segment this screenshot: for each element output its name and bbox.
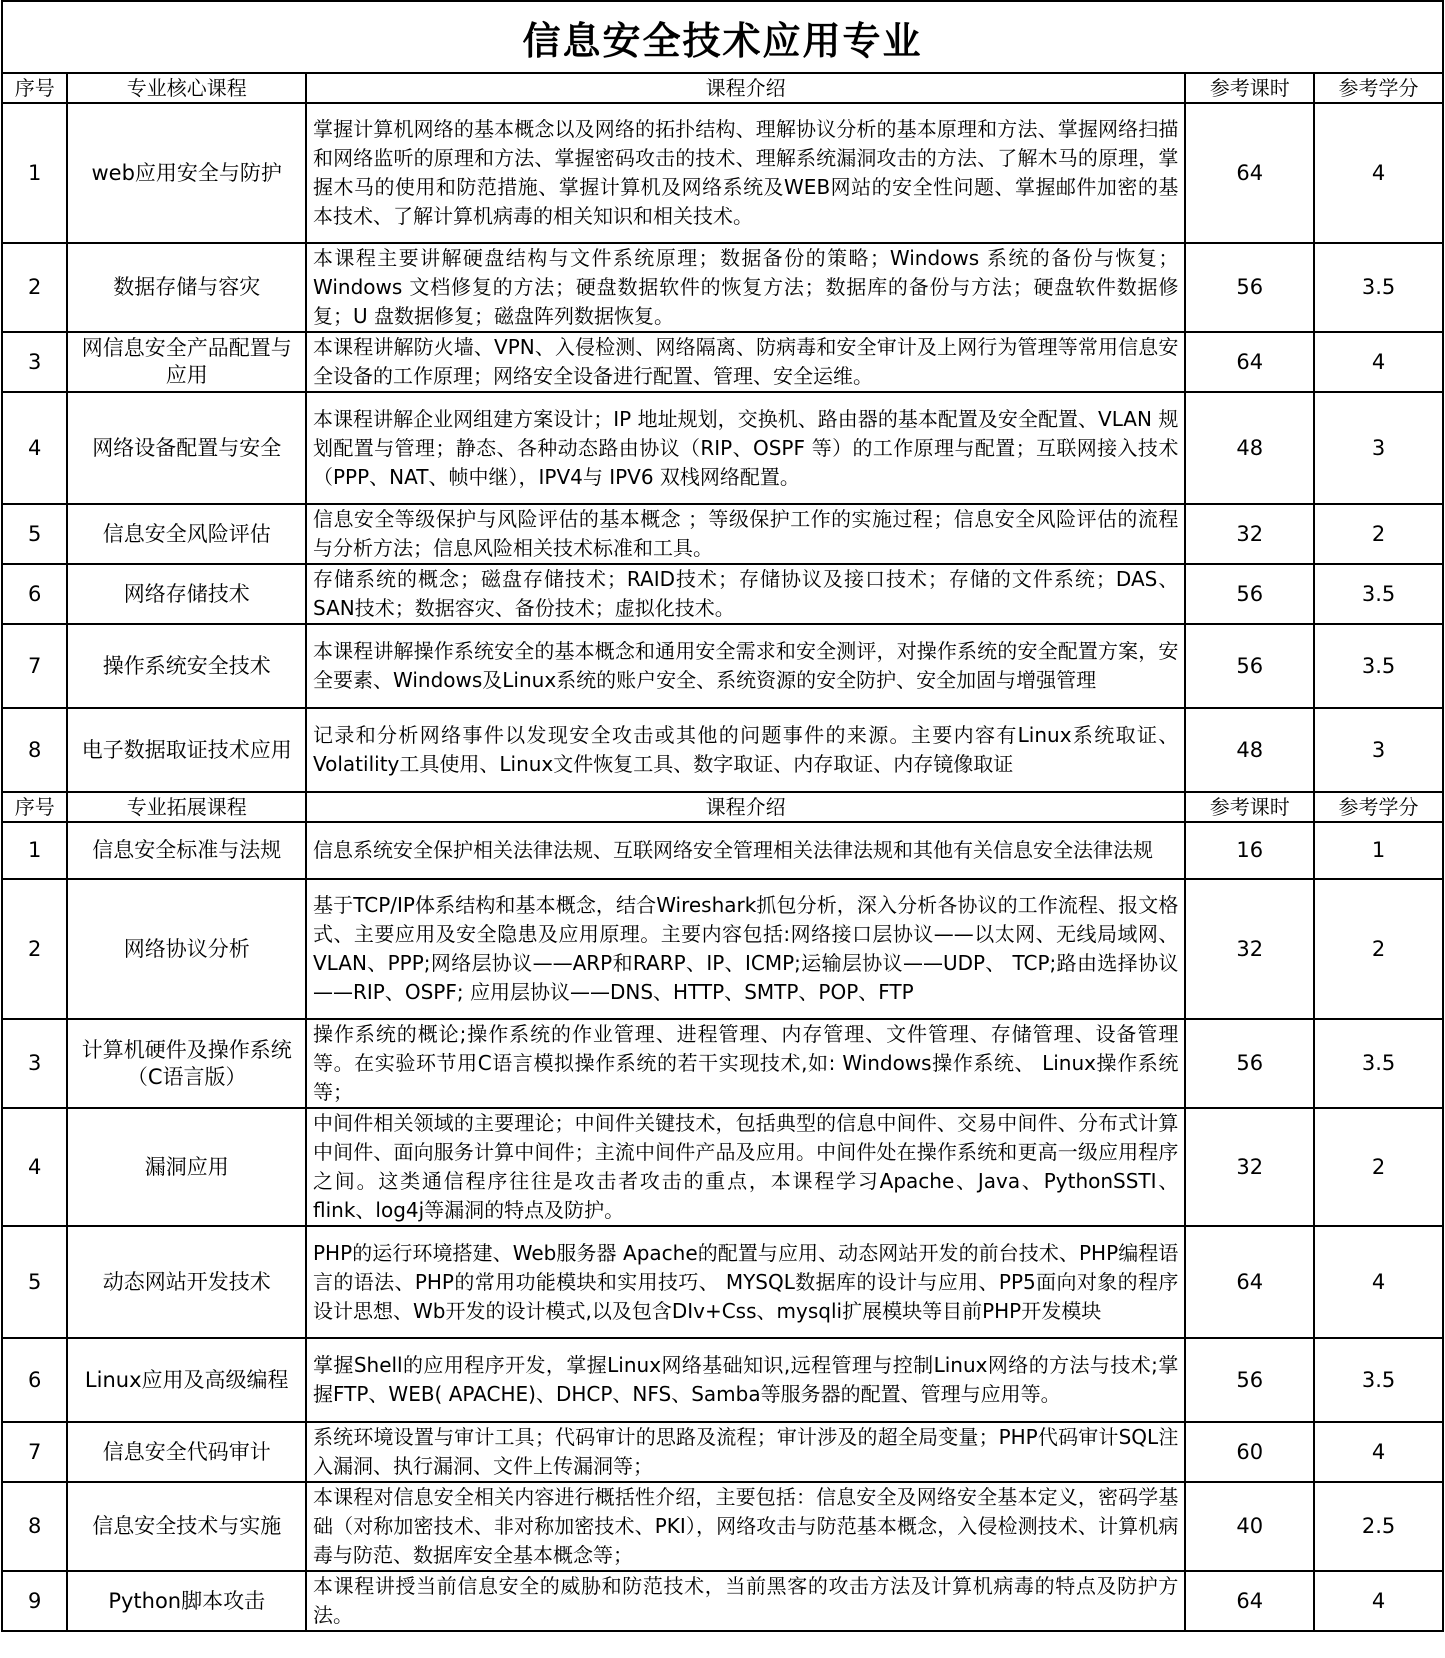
course-hours: 56: [1185, 564, 1314, 624]
course-hours: 56: [1185, 243, 1314, 332]
course-no: 1: [2, 822, 67, 879]
course-desc: 本课程讲解企业网组建方案设计；IP 地址规划，交换机、路由器的基本配置及安全配置、VLAN 规划配置与管理；静态、各种动态路由协议（RIP、OSPF 等）的工作原理与配置；互联网接入技术（PPP、NAT、帧中继），IPV4与 IPV6 双栈网络配置。: [306, 392, 1185, 504]
course-desc: 本课程讲解操作系统安全的基本概念和通用安全需求和安全测评，对操作系统的安全配置方案，安全要素、Windows及Linux系统的账户安全、系统资源的安全防护、安全加固与增强管理: [306, 624, 1185, 708]
course-hours: 56: [1185, 1338, 1314, 1422]
course-credits: 4: [1314, 1226, 1443, 1338]
table-row: [2, 879, 1443, 1019]
course-credits: 4: [1314, 1422, 1443, 1482]
course-no: 7: [2, 1422, 67, 1482]
course-desc: 存储系统的概念；磁盘存储技术；RAID技术；存储协议及接口技术；存储的文件系统；DAS、SAN技术；数据容灾、备份技术；虚拟化技术。: [306, 564, 1185, 624]
course-no: 2: [2, 879, 67, 1019]
table-row: [2, 332, 1443, 392]
header-no: 序号: [2, 792, 67, 822]
table-row: [2, 504, 1443, 564]
course-no: 4: [2, 392, 67, 504]
course-name: 信息安全风险评估: [67, 504, 306, 564]
course-hours: 32: [1185, 879, 1314, 1019]
course-credits: 1: [1314, 822, 1443, 879]
course-desc: 操作系统的概论;操作系统的作业管理、进程管理、内存管理、文件管理、存储管理、设备管理等。在实验环节用C语言模拟操作系统的若干实现技术,如: Windows操作系统、 Linux操作系统等；: [306, 1019, 1185, 1108]
course-hours: 32: [1185, 1108, 1314, 1226]
header-desc: 课程介绍: [306, 73, 1185, 103]
course-no: 5: [2, 504, 67, 564]
course-name: Linux应用及高级编程: [67, 1338, 306, 1422]
course-name: 操作系统安全技术: [67, 624, 306, 708]
course-name: 网络设备配置与安全: [67, 392, 306, 504]
course-name: 信息安全标准与法规: [67, 822, 306, 879]
course-no: 4: [2, 1108, 67, 1226]
course-desc: 系统环境设置与审计工具；代码审计的思路及流程；审计涉及的超全局变量；PHP代码审计SQL注入漏洞、执行漏洞、文件上传漏洞等；: [306, 1422, 1185, 1482]
course-hours: 40: [1185, 1482, 1314, 1571]
course-no: 3: [2, 332, 67, 392]
table-row: [2, 624, 1443, 708]
course-hours: 60: [1185, 1422, 1314, 1482]
course-credits: 2: [1314, 504, 1443, 564]
course-hours: 16: [1185, 822, 1314, 879]
course-name: 信息安全技术与实施: [67, 1482, 306, 1571]
course-credits: 3.5: [1314, 1019, 1443, 1108]
course-desc: 信息安全等级保护与风险评估的基本概念 ；等级保护工作的实施过程；信息安全风险评估的流程与分析方法；信息风险相关技术标准和工具。: [306, 504, 1185, 564]
header-hours: 参考课时: [1185, 792, 1314, 822]
header-credits: 参考学分: [1314, 73, 1443, 103]
course-credits: 2: [1314, 879, 1443, 1019]
core-header-row: [2, 73, 1443, 103]
course-no: 9: [2, 1571, 67, 1631]
course-no: 8: [2, 1482, 67, 1571]
course-desc: 掌握Shell的应用程序开发，掌握Linux网络基础知识,远程管理与控制Linux网络的方法与技术;掌握FTP、WEB( APACHE)、DHCP、NFS、Samba等服务器的配置、管理与应用等。: [306, 1338, 1185, 1422]
table-row: [2, 103, 1443, 243]
table-row: [2, 1482, 1443, 1571]
course-desc: 本课程主要讲解硬盘结构与文件系统原理；数据备份的策略；Windows 系统的备份与恢复；Windows 文档修复的方法；硬盘数据软件的恢复方法；数据库的备份与方法；硬盘软件数据修复；U 盘数据修复；磁盘阵列数据恢复。: [306, 243, 1185, 332]
header-no: 序号: [2, 73, 67, 103]
course-no: 3: [2, 1019, 67, 1108]
header-desc: 课程介绍: [306, 792, 1185, 822]
course-no: 2: [2, 243, 67, 332]
table-row: [2, 1571, 1443, 1631]
table-row: [2, 1226, 1443, 1338]
curriculum-table: [1, 0, 1444, 1632]
course-credits: 3: [1314, 708, 1443, 792]
course-credits: 2.5: [1314, 1482, 1443, 1571]
course-desc: 本课程讲解防火墙、VPN、入侵检测、网络隔离、防病毒和安全审计及上网行为管理等常用信息安全设备的工作原理；网络安全设备进行配置、管理、安全运维。: [306, 332, 1185, 392]
course-hours: 56: [1185, 624, 1314, 708]
course-desc: 记录和分析网络事件以发现安全攻击或其他的问题事件的来源。主要内容有Linux系统取证、Volatility工具使用、Linux文件恢复工具、数字取证、内存取证、内存镜像取证: [306, 708, 1185, 792]
course-no: 6: [2, 564, 67, 624]
course-name: 电子数据取证技术应用: [67, 708, 306, 792]
course-name: web应用安全与防护: [67, 103, 306, 243]
table-row: [2, 822, 1443, 879]
course-credits: 2: [1314, 1108, 1443, 1226]
course-name: 漏洞应用: [67, 1108, 306, 1226]
course-credits: 3.5: [1314, 624, 1443, 708]
course-name: 网信息安全产品配置与应用: [67, 332, 306, 392]
course-hours: 56: [1185, 1019, 1314, 1108]
course-hours: 64: [1185, 103, 1314, 243]
course-hours: 64: [1185, 1226, 1314, 1338]
course-credits: 3.5: [1314, 1338, 1443, 1422]
course-name: 信息安全代码审计: [67, 1422, 306, 1482]
ext-header-row: [2, 792, 1443, 822]
course-no: 7: [2, 624, 67, 708]
course-desc: 掌握计算机网络的基本概念以及网络的拓扑结构、理解协议分析的基本原理和方法、掌握网络扫描和网络监听的原理和方法、掌握密码攻击的技术、理解系统漏洞攻击的方法、了解木马的原理，掌握木马的使用和防范措施、掌握计算机及网络系统及WEB网站的安全性问题、掌握邮件加密的基本技术、了解计算机病毒的相关知识和相关技术。: [306, 103, 1185, 243]
course-hours: 64: [1185, 1571, 1314, 1631]
course-desc: 本课程对信息安全相关内容进行概括性介绍，主要包括：信息安全及网络安全基本定义，密码学基础（对称加密技术、非对称加密技术、PKI），网络攻击与防范基本概念，入侵检测技术、计算机病毒与防范、数据库安全基本概念等；: [306, 1482, 1185, 1571]
course-name: 网络协议分析: [67, 879, 306, 1019]
course-desc: 基于TCP/IP体系结构和基本概念，结合Wireshark抓包分析，深入分析各协议的工作流程、报文格式、主要应用及安全隐患及应用原理。主要内容包括:网络接口层协议——以太网、无线局域网、VLAN、PPP;网络层协议——ARP和RARP、IP、ICMP;运输层协议——UDP、 TCP;路由选择协议——RIP、OSPF; 应用层协议——DNS、HTTP、SMTP、POP、FTP: [306, 879, 1185, 1019]
table-row: [2, 564, 1443, 624]
table-row: [2, 1338, 1443, 1422]
table-row: [2, 1108, 1443, 1226]
course-no: 1: [2, 103, 67, 243]
course-hours: 48: [1185, 708, 1314, 792]
table-row: [2, 392, 1443, 504]
course-credits: 4: [1314, 1571, 1443, 1631]
course-desc: 中间件相关领域的主要理论；中间件关键技术，包括典型的信息中间件、交易中间件、分布式计算中间件、面向服务计算中间件；主流中间件产品及应用。中间件处在操作系统和更高一级应用程序之间。这类通信程序往往是攻击者攻击的重点，本课程学习Apache、Java、PythonSSTI、flink、log4j等漏洞的特点及防护。: [306, 1108, 1185, 1226]
header-credits: 参考学分: [1314, 792, 1443, 822]
table-row: [2, 1019, 1443, 1108]
header-hours: 参考课时: [1185, 73, 1314, 103]
course-name: 数据存储与容灾: [67, 243, 306, 332]
course-credits: 3.5: [1314, 243, 1443, 332]
course-name: Python脚本攻击: [67, 1571, 306, 1631]
table-row: [2, 243, 1443, 332]
table-row: [2, 1422, 1443, 1482]
course-desc: PHP的运行环境搭建、Web服务器 Apache的配置与应用、动态网站开发的前台技术、PHP编程语言的语法、PHP的常用功能模块和实用技巧、 MYSQL数据库的设计与应用、PP5面向对象的程序设计思想、Wb开发的设计模式,以及包含DIv+Css、mysqli扩展模块等目前PHP开发模块: [306, 1226, 1185, 1338]
course-hours: 64: [1185, 332, 1314, 392]
course-credits: 3.5: [1314, 564, 1443, 624]
table-row: [2, 708, 1443, 792]
course-no: 8: [2, 708, 67, 792]
course-credits: 4: [1314, 103, 1443, 243]
course-desc: 本课程讲授当前信息安全的威胁和防范技术，当前黑客的攻击方法及计算机病毒的特点及防护方法。: [306, 1571, 1185, 1631]
course-hours: 48: [1185, 392, 1314, 504]
course-hours: 32: [1185, 504, 1314, 564]
header-course: 专业拓展课程: [67, 792, 306, 822]
course-credits: 4: [1314, 332, 1443, 392]
course-desc: 信息系统安全保护相关法律法规、互联网络安全管理相关法律法规和其他有关信息安全法律法规: [306, 822, 1185, 879]
course-credits: 3: [1314, 392, 1443, 504]
header-course: 专业核心课程: [67, 73, 306, 103]
course-no: 5: [2, 1226, 67, 1338]
course-name: 网络存储技术: [67, 564, 306, 624]
course-no: 6: [2, 1338, 67, 1422]
course-name: 计算机硬件及操作系统（C语言版）: [67, 1019, 306, 1108]
page-title: 信息安全技术应用专业: [2, 1, 1443, 73]
course-name: 动态网站开发技术: [67, 1226, 306, 1338]
